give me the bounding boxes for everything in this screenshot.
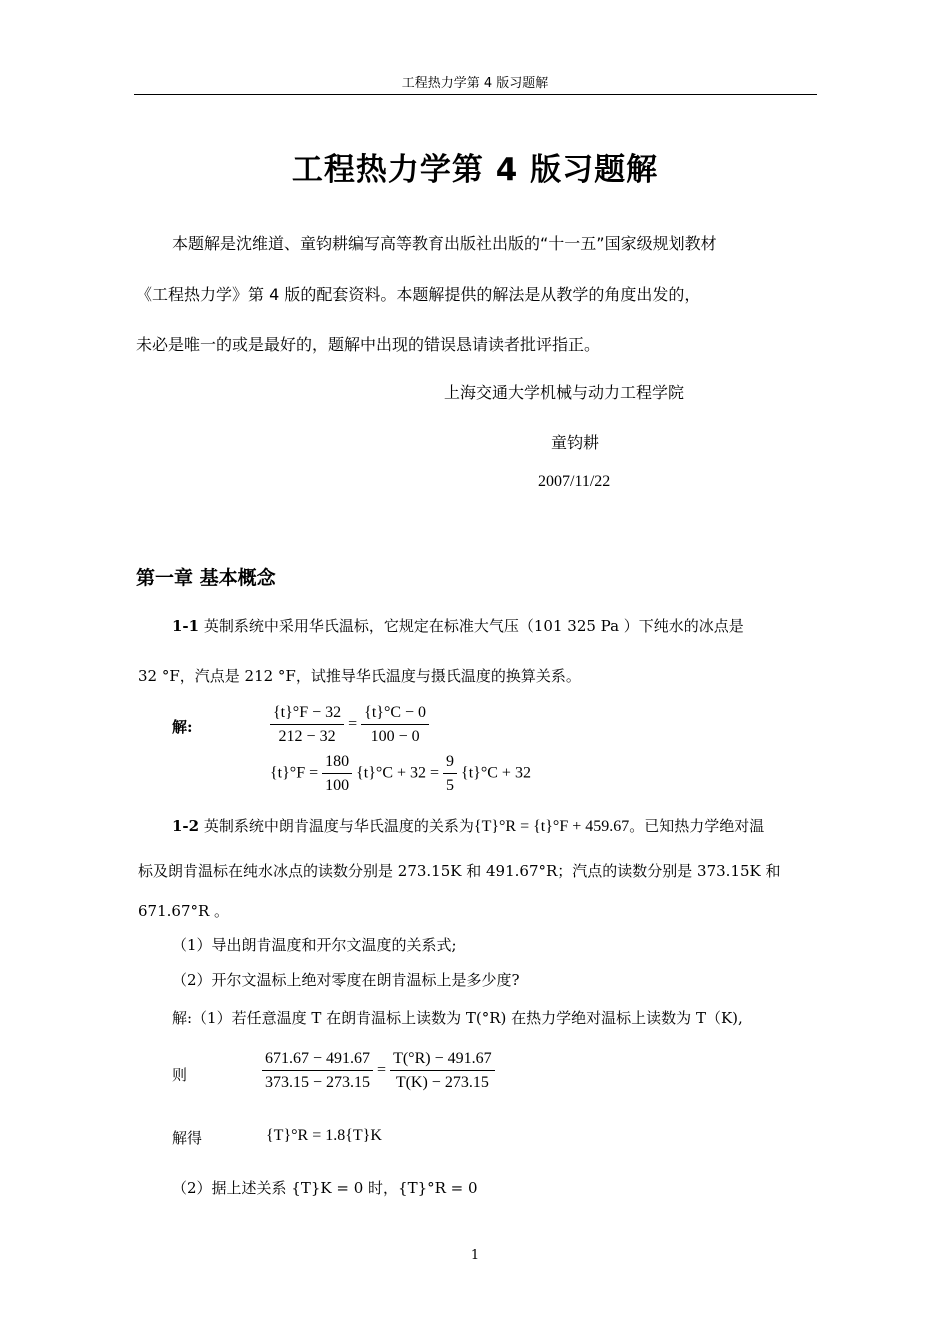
denominator: 100 − 0 xyxy=(370,728,420,745)
question-2: （2）开尔文温标上绝对零度在朗肯温标上是多少度? xyxy=(172,971,520,989)
problem-number: 1-1 xyxy=(172,617,200,635)
problem-1-2-line-3: 671.67°R 。 xyxy=(138,902,230,920)
equation-2 xyxy=(270,753,531,795)
solution-label: 解: xyxy=(172,718,193,736)
problem-text: 英制系统中朗肯温度与华氏温度的关系为 xyxy=(199,817,474,835)
chapter-title: 第一章 基本概念 xyxy=(136,567,276,589)
header-rule xyxy=(134,94,817,95)
numerator: 671.67 − 491.67 xyxy=(262,1050,373,1071)
question-1: （1）导出朗肯温度和开尔文温度的关系式; xyxy=(172,936,457,954)
equals-sign: = xyxy=(377,1061,387,1079)
fraction xyxy=(262,1050,373,1092)
problem-text: 。已知热力学绝对温 xyxy=(629,817,765,835)
equals-sign: = xyxy=(348,715,358,733)
numerator: T(°R) − 491.67 xyxy=(390,1050,495,1071)
denominator: 5 xyxy=(446,777,455,794)
equation-lhs: {t}°F = xyxy=(270,764,319,782)
equation-mid: {t}°C + 32 = xyxy=(356,764,440,782)
numerator: 180 xyxy=(322,753,352,774)
denominator: T(K) − 273.15 xyxy=(395,1074,489,1091)
solution-line: 解:（1）若任意温度 T 在朗肯温标上读数为 T(°R) 在热力学绝对温标上读数为 T（K), xyxy=(172,1009,743,1027)
numerator: {t}°C − 0 xyxy=(361,704,429,725)
problem-number: 1-2 xyxy=(172,817,200,835)
then-label: 则 xyxy=(172,1066,188,1084)
result-equation: {T}°R = 1.8{T}K xyxy=(266,1127,382,1144)
fraction xyxy=(270,704,344,746)
problem-text: 英制系统中采用华氏温标，它规定在标准大气压（101 325 Pa ）下纯水的冰点是 xyxy=(199,617,744,635)
inline-math: {T}°R = {t}°F + 459.67 xyxy=(473,818,630,835)
fraction xyxy=(443,753,457,795)
denominator: 212 − 32 xyxy=(278,728,336,745)
problem-1-2-line-2: 标及朗肯温标在纯水冰点的读数分别是 273.15K 和 491.67°R；汽点的读数分别是 373.15K 和 xyxy=(138,862,781,880)
denominator: 100 xyxy=(325,777,350,794)
running-header: 工程热力学第 4 版习题解 xyxy=(401,76,549,91)
part-2-line: （2）据上述关系 {T}K = 0 时，{T}°R = 0 xyxy=(172,1179,478,1197)
affiliation: 上海交通大学机械与动力工程学院 xyxy=(444,383,685,402)
intro-line-2: 《工程热力学》第 4 版的配套资料。本题解提供的解法是从教学的角度出发的， xyxy=(136,285,701,304)
denominator: 373.15 − 273.15 xyxy=(265,1074,371,1091)
fraction xyxy=(322,753,352,795)
date: 2007/11/22 xyxy=(538,473,611,490)
fraction xyxy=(390,1050,495,1092)
intro-line-1: 本题解是沈维道、童钧耕编写高等教育出版社出版的“十一五”国家级规划教材 xyxy=(172,234,717,253)
problem-1-1-line-2: 32 °F，汽点是 212 °F，试推导华氏温度与摄氏温度的换算关系。 xyxy=(138,667,581,685)
author: 童钧耕 xyxy=(551,433,600,452)
page-number: 1 xyxy=(470,1248,480,1263)
fraction xyxy=(361,704,429,746)
numerator: {t}°F − 32 xyxy=(270,704,344,725)
solved-label: 解得 xyxy=(172,1129,203,1147)
document-title: 工程热力学第 4 版习题解 xyxy=(291,152,659,188)
numerator: 9 xyxy=(443,753,457,774)
equation-end: {t}°C + 32 xyxy=(461,764,531,782)
problem-1-1-line-1 xyxy=(172,615,744,636)
problem-1-2-line-1 xyxy=(172,815,764,836)
intro-line-3: 未必是唯一的或是最好的，题解中出现的错误恳请读者批评指正。 xyxy=(136,335,601,354)
equation-3 xyxy=(262,1050,495,1092)
equation-1 xyxy=(270,704,429,746)
